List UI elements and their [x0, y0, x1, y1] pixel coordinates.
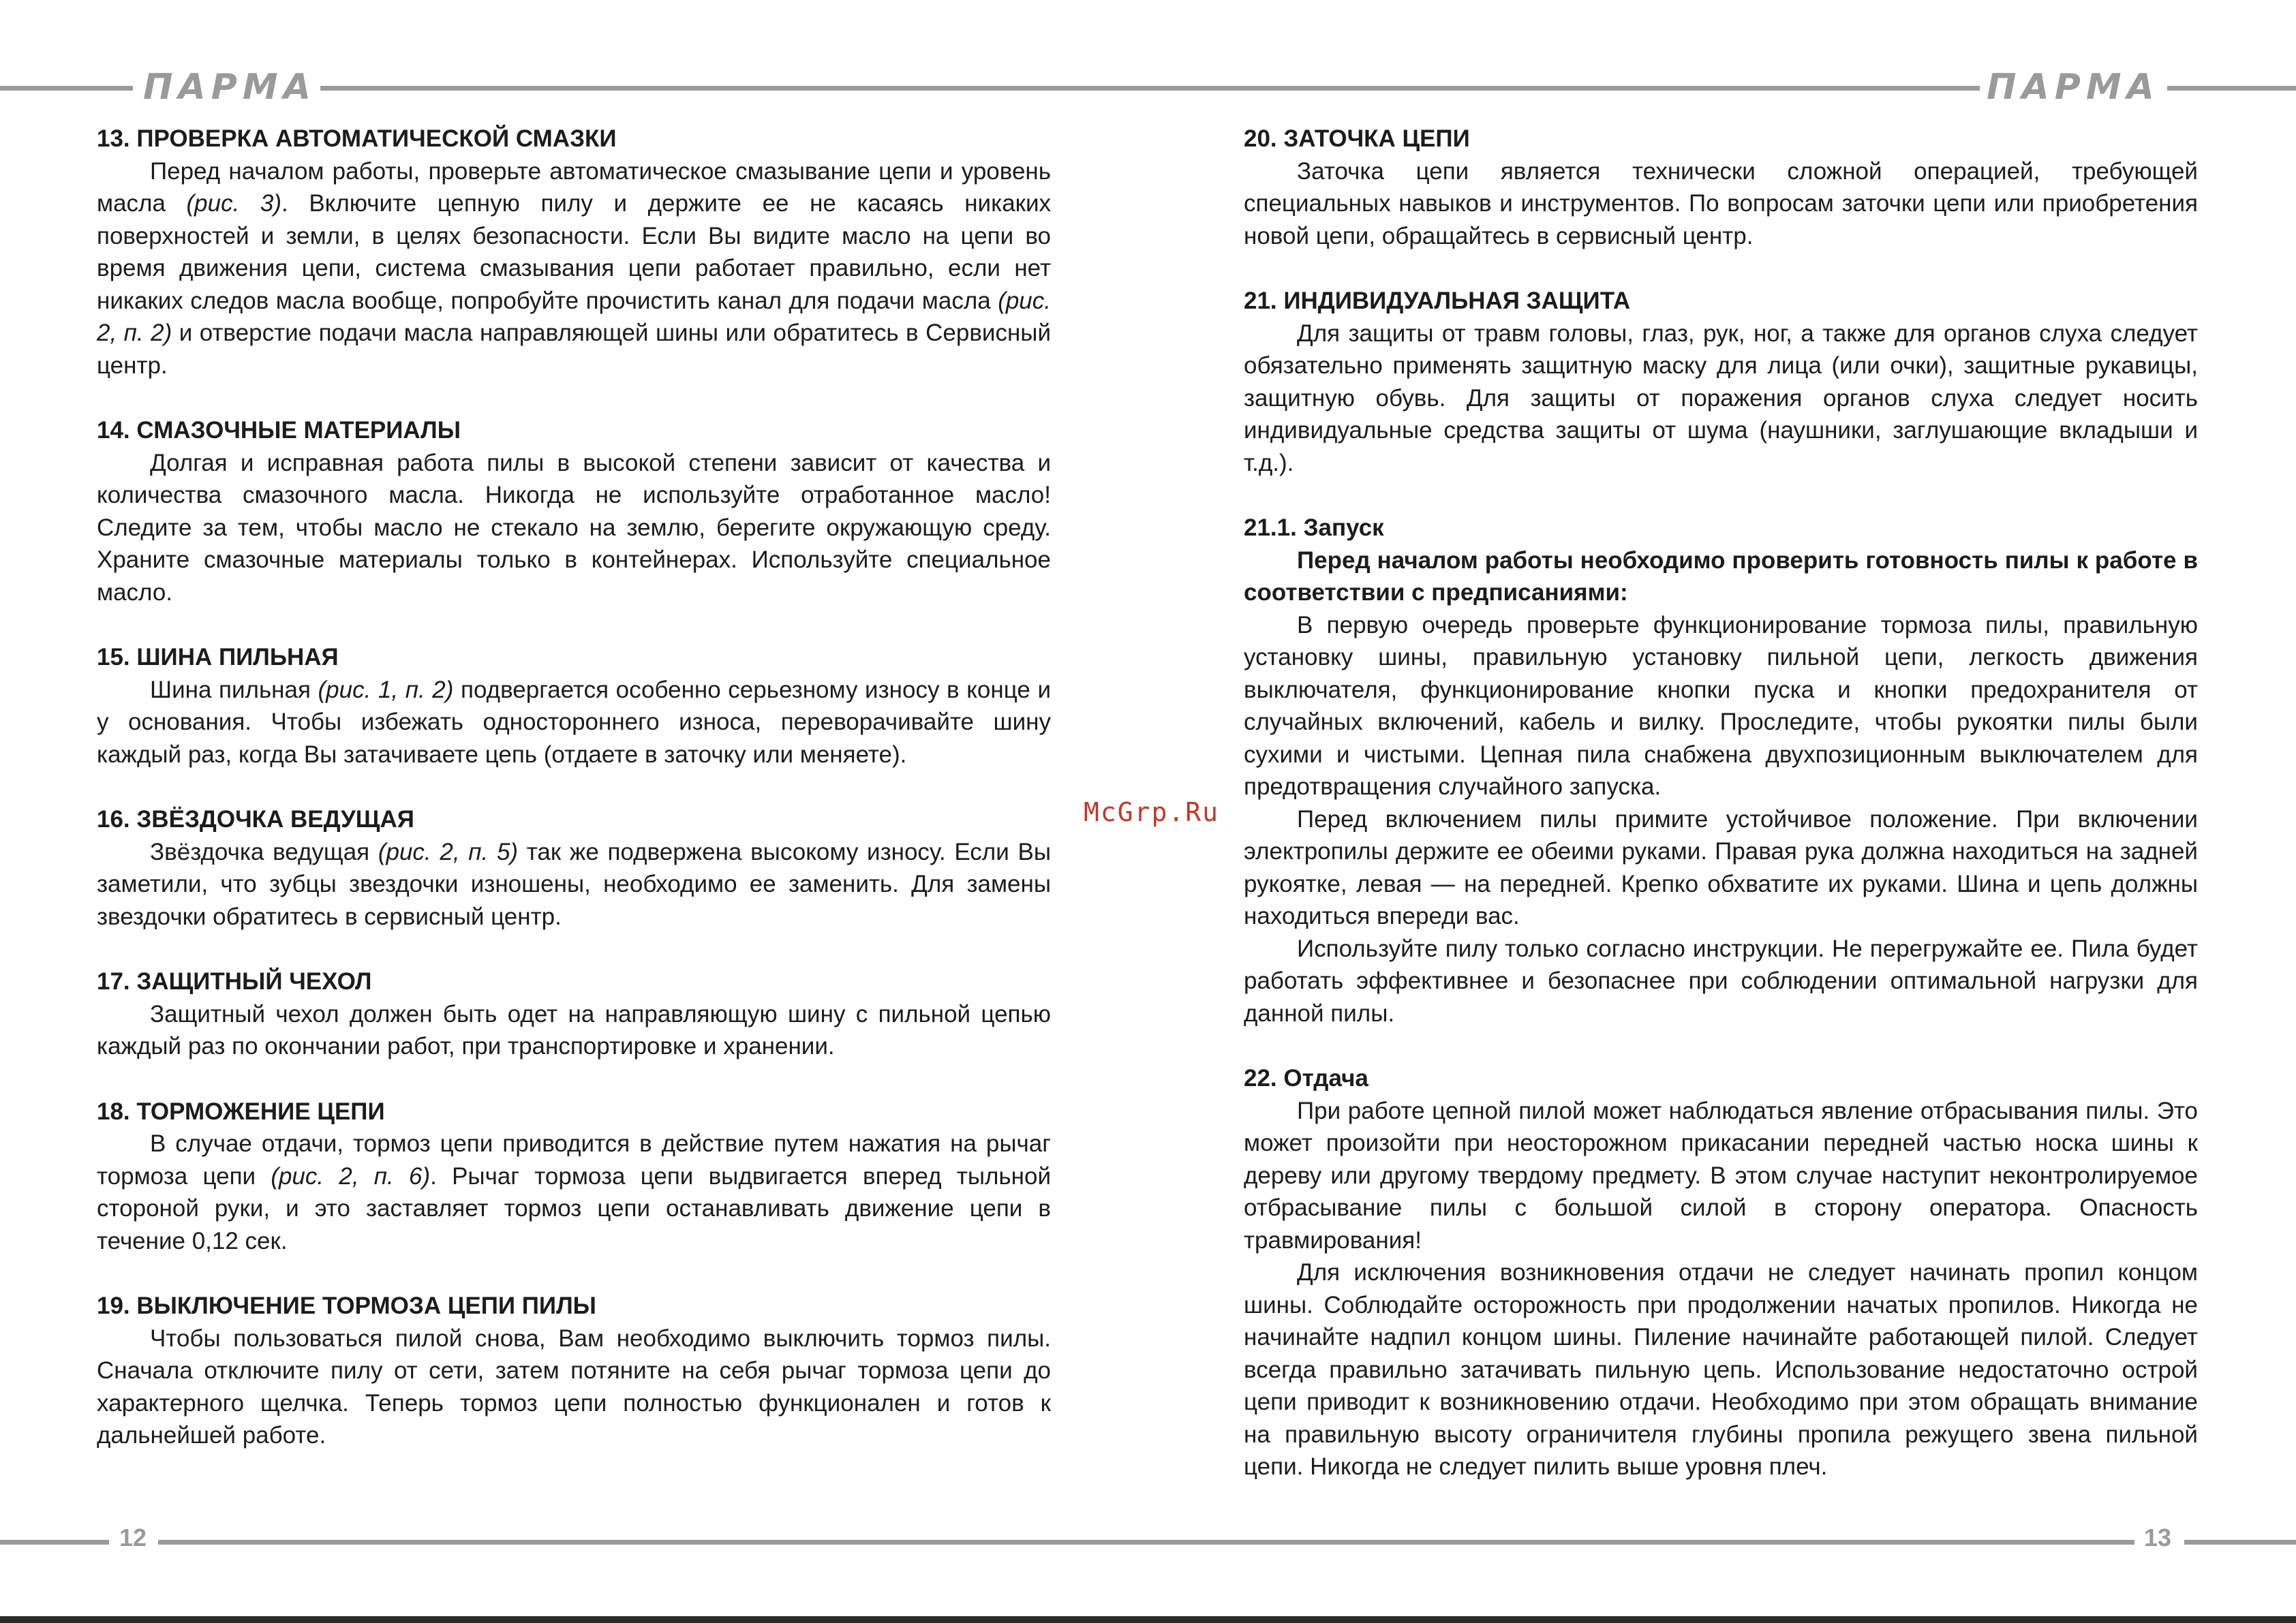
section-title: 19. ВЫКЛЮЧЕНИЕ ТОРМОЗА ЦЕПИ ПИЛЫ	[97, 1293, 596, 1319]
section-title: 16. ЗВЁЗДОЧКА ВЕДУЩАЯ	[97, 806, 414, 833]
brand-logo-right: ПАРМА	[1987, 67, 2160, 108]
section	[97, 414, 1051, 608]
section-title: 18. ТОРМОЖЕНИЕ ЦЕПИ	[97, 1098, 385, 1125]
section-paragraph: В первую очередь проверьте функционирование тормоза пилы, правильную установку шины, правильную установку пильной цепи, легкость движения выключателя, функционирование кнопки пуска и кнопки предохранителя от случайных включений, кабель и вилку. Проследите, чтобы рукоятки пилы были сухими и чистыми. Цепная пила снабжена двухпозиционным выключателем для предотвращения случайного запуска.	[1244, 611, 2198, 800]
section-paragraph: Защитный чехол должен быть одет на направляющую шину с пильной цепью каждый раз по окончании работ, при транспортировке и хранении.	[97, 1000, 1051, 1060]
section	[1244, 1062, 2198, 1483]
bottom-edge-bar	[0, 1616, 2296, 1623]
section-title: 21.1. Запуск	[1244, 514, 1384, 541]
right-page-column	[1244, 123, 2198, 1516]
section-title: 22. Отдача	[1244, 1065, 1368, 1092]
header-rule-right	[2167, 86, 2296, 91]
section	[97, 965, 1051, 1063]
section-paragraph: Для исключения возникновения отдачи не следует начинать пропил концом шины. Соблюдайте осторожность при продолжении начатых пропилов. Никогда не начинайте надпил концом шины. Пиление начинайте работающей пилой. Следует всегда правильно затачивать пильную цепь. Использование недостаточно острой цепи приводит к возникновению отдачи. Необходимо при этом обращать внимание на правильную высоту ограничителя глубины пропила режущего звена пильной цепи. Никогда не следует пилить выше уровня плеч.	[1244, 1259, 2198, 1480]
section-paragraph: Заточка цепи является технически сложной операцией, требующей специальных навыков и инструментов. По вопросам заточки цепи или приобретения новой цепи, обращайтесь в сервисный центр.	[1244, 157, 2198, 249]
section	[97, 1096, 1051, 1258]
section-paragraph: Чтобы пользоваться пилой снова, Вам необходимо выключить тормоз пилы. Сначала отключите пилу от сети, затем потяните на себя рычаг тормоза цепи до характерного щелчка. Теперь тормоз цепи полностью функционален и готов к дальнейшей работе.	[97, 1325, 1051, 1449]
section-title: 15. ШИНА ПИЛЬНАЯ	[97, 644, 339, 670]
footer-rule-right	[2184, 1540, 2296, 1545]
brand-logo-left: ПАРМА	[143, 67, 316, 108]
section	[97, 1290, 1051, 1452]
page-number-right: 13	[2144, 1524, 2172, 1551]
section	[97, 803, 1051, 933]
section-title: 13. ПРОВЕРКА АВТОМАТИЧЕСКОЙ СМАЗКИ	[97, 125, 617, 152]
left-page-column	[97, 123, 1051, 1485]
section	[1244, 512, 2198, 1030]
watermark: McGrp.Ru	[1084, 797, 1220, 827]
section-paragraph: Шина пильная (рис. 1, п. 2) подвергается особенно серьезному износу в конце и у основания. Чтобы избежать одностороннего износа, переворачивайте шину каждый раз, когда Вы затачиваете цепь (отдаете в заточку или меняете).	[97, 676, 1051, 768]
header-rule-center	[320, 86, 1980, 91]
section-paragraph: Используйте пилу только согласно инструкции. Не перегружайте ее. Пила будет работать эффективнее и безопаснее при соблюдении оптимальной нагрузки для данной пилы.	[1244, 935, 2198, 1027]
section-title: 14. СМАЗОЧНЫЕ МАТЕРИАЛЫ	[97, 417, 461, 444]
section-paragraph: В случае отдачи, тормоз цепи приводится в действие путем нажатия на рычаг тормоза цепи (рис. 2, п. 6). Рычаг тормоза цепи выдвигается вперед тыльной стороной руки, и это заставляет тормоз цепи останавливать движение цепи в течение 0,12 сек.	[97, 1130, 1051, 1254]
section-title: 20. ЗАТОЧКА ЦЕПИ	[1244, 125, 1470, 152]
section-title: 21. ИНДИВИДУАЛЬНАЯ ЗАЩИТА	[1244, 288, 1631, 314]
section-paragraph: Долгая и исправная работа пилы в высокой степени зависит от качества и количества смазочного масла. Никогда не используйте отработанное масло! Следите за тем, чтобы масло не стекало на землю, берегите окружающую среду. Храните смазочные материалы только в контейнерах. Используйте специальное масло.	[97, 449, 1051, 606]
section-paragraph: Перед началом работы, проверьте автоматическое смазывание цепи и уровень масла (рис. 3). Включите цепную пилу и держите ее не касаясь никаких поверхностей и земли, в целях безопасности. Если Вы видите масло на цепи во время движения цепи, система смазывания цепи работает правильно, если нет никаких следов масла вообще, попробуйте прочистить канал для подачи масла (рис. 2, п. 2) и отверстие подачи масла направляющей шины или обратитесь в Сервисный центр.	[97, 157, 1052, 379]
section	[1244, 123, 2198, 252]
section	[97, 641, 1051, 771]
section-title: 17. ЗАЩИТНЫЙ ЧЕХОЛ	[97, 968, 372, 995]
footer-rule-center	[158, 1540, 2134, 1545]
section-paragraph: Перед включением пилы примите устойчивое положение. При включении электропилы держите ее обеими руками. Правая рука должна находиться на задней рукоятке, левая — на передней. Крепко обхватите их руками. Шина и цепь должны находиться впереди вас.	[1244, 805, 2198, 929]
footer-rule-left	[0, 1540, 109, 1545]
header-rule-left	[0, 86, 133, 91]
section-paragraph: Звёздочка ведущая (рис. 2, п. 5) так же подвержена высокому износу. Если Вы заметили, что зубцы звездочки изношены, необходимо ее заменить. Для замены звездочки обратитесь в сервисный центр.	[97, 838, 1051, 930]
section-paragraph: Для защиты от травм головы, глаз, рук, ног, а также для органов слуха следует обязательно применять защитную маску для лица (или очки), защитные рукавицы, защитную обувь. Для защиты от поражения органов слуха следует носить индивидуальные средства защиты от шума (наушники, заглушающие вкладыши и т.д.).	[1244, 320, 2198, 476]
section	[1244, 285, 2198, 479]
section-lead-paragraph: Перед началом работы необходимо проверить готовность пилы к работе в соответствии с предписаниями:	[1244, 546, 2198, 606]
page-number-left: 12	[119, 1524, 147, 1551]
section-paragraph: При работе цепной пилой может наблюдаться явление отбрасывания пилы. Это может произойти при неосторожном прикасании передней частью носка шины к дереву или другому твердому предмету. В этом случае наступит неконтролируемое отбрасывание пилы с большой силой в сторону оператора. Опасность травмирования!	[1244, 1097, 2198, 1254]
section	[97, 123, 1051, 382]
